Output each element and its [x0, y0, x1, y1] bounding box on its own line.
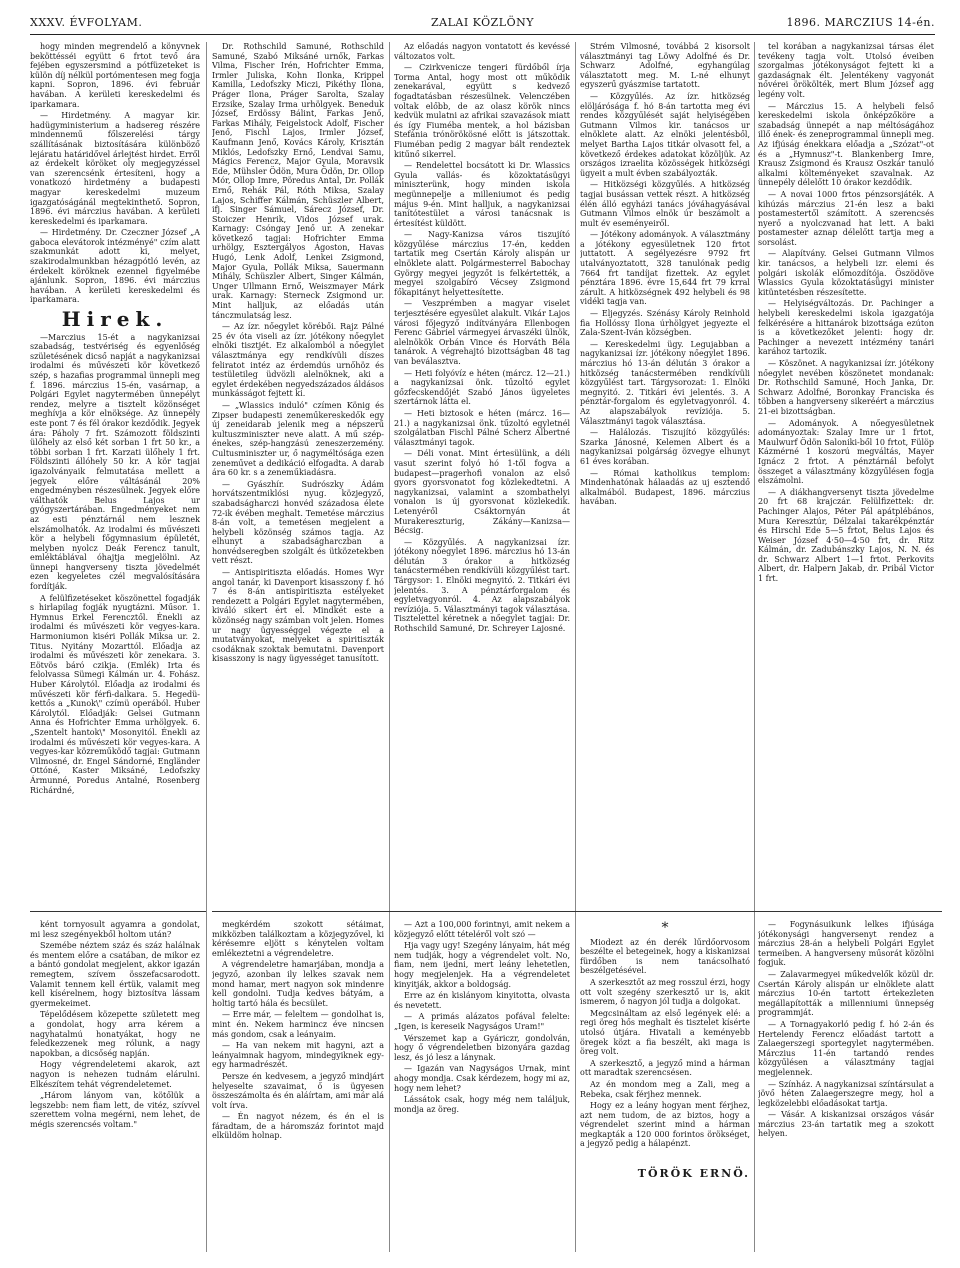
article-paragraph: — Eljegyzés. Szénásy Károly Reinhold fia Hollóssy Ilona úrhölgyet jegyezte el Zala-Szent-Iván községben.: [580, 309, 750, 338]
article-paragraph: — Közgyűlés. Az ízr. hitközség elöljárósága f. hó 8-án tartotta meg évi rendes közgyűlését saját helyiségében Gutmann Vilmos kir. tanácsos ur elnöklete alatt. Az elnöki jelentésből, melyet Bartha Lajos titkár olvasott fel, a következő érdekes adatokat közöljük. Az országos izraelita közösségek hitközségi ügyeit a mult évben szabályozták.: [580, 91, 750, 178]
article-paragraph: — Heti biztosok e héten (márcz. 16—21.) a nagykanizsai önk. tűzoltó egyletnél szolgálatban Fischl Pálné Scherz Albertné választmányi tagok.: [394, 408, 570, 447]
masthead: [30, 14, 935, 35]
section-heading-hirek: Hirek.: [61, 307, 169, 332]
feuilleton-paragraph: — Én nagyot nézem, és én el is fáradtam, de a háromszáz forintot majd elküldöm holnap.: [212, 1112, 384, 1141]
article-paragraph: —Marczius 15-ét a nagykanizsai szabadság, testvériség és egyenlőség születésének dicső napját a nagykanizsai irodalmi és művészeti kör következő szép, s hazafias programmal ünnepli meg f. 1896. márczius 15-én, vasárnap, a Polgári Egylet nagytermében ünnepélyt rendez, melyre a tisztelt közönséget meghívja a kör elnöksége. Az ünnepély este pont 7 és fél órakor kezdődik. Jegyek ára: Páholy 7 frt. Számozott földszinti ülőhely az első két sorban 1 frt 50 kr., a többi sorban 1 frt. Karzati ülőhely 1 frt. Földszinti állóhely 50 kr. A kör tagjai igazolványaik felmutatása mellett a jegyek előre váltásánál 20% engedményben részesülnek. Jegyek előre válthatók Belus Lajos ur gyógyszertárában. Engedményeket nem az esti pénztárnál nem lesznek elszámolhatók. Az irodalmi és művészeti kör a helybeli főgymnasium épületét, melyben nyolcz Deák Ferencz tanult, emléktáblával óhajtja megjelölni. Az ünnepi hangverseny tiszta jövedelmét ezen kegyeletes czél megvalósítására fordítják.: [30, 332, 200, 592]
column-4: [580, 42, 750, 907]
feuilleton-paragraph: Lássátok csak, hogy még nem találjuk, mondja az öreg.: [394, 1095, 570, 1114]
article-paragraph: Az előadás nagyon vontatott és kevéssé változatos volt.: [394, 42, 570, 61]
feuilleton-paragraph: Megcsináltam az első legények elé: a regi öreg hős meghalt és tisztelet kísérte utolsó útjára. Hivatali a keményebb öregek közt a fia beszélt, aki maga is öreg volt.: [580, 1008, 750, 1057]
article-paragraph: — Nagy-Kanizsa város tiszujító közgyűlése márczius 17-én, kedden tartatik meg Csertán Károly alispán ur elnöklete alatt. Polgármesterrel Babochay György megyei jegyzőt is felkértették, a megyei szolgabíró Vécsey Zsigmond főkapitányt helyettesítette.: [394, 230, 570, 297]
column-5: [758, 42, 934, 907]
article-paragraph: — Heti folyóvíz e héten (márcz. 12—21.) a nagykanizsai önk. tűzoltó egylet gőzfecskendőjét Szabó János ügyeletes szertárnok látta el.: [394, 368, 570, 407]
feuilleton-paragraph: Persze én kedvesem, a jegyző mindjárt helyeselte szavaimat, ő is ügyesen összeszámolta és én aláírtam, ami már alá volt írva.: [212, 1071, 384, 1110]
article-paragraph: — Hirdetmény. Dr. Czeczner József „A gaboca elevátorok intézményé" czím alatt szakmunkát adott ki, melyet, szakirodalmunkban hézagpótló levén, az érdekelt köröknek ezennel figyelmébe ajánlunk. Sopron, 1896. évi márczius havában. A kerületi kereskedelmi és iparkamara.: [30, 228, 200, 305]
article-paragraph: — Helyiségváltozás. Dr. Pachinger a helybeli kereskedelmi iskola igazgatója felkérésére a hittanárok bizottsága ezúton is a következőket jelenti: hogy dr. Pachinger a nevezett intézmény tanári karához tartozik.: [758, 299, 934, 357]
feuilleton-paragraph: Erre az én kislányom kinyitotta, olvasta és nevetett.: [394, 991, 570, 1010]
article-paragraph: — Czirkvenicze tengeri fürdőből írja Torma Antal, hogy most ott működik zenekarával, együtt s kedvező fogadtatásban részesülnek. Velenczében voltak előbb, de az olasz körök nincs kedvük mulatni az afrikai szavazások miatt és így Fiuméba mentek, a hol bázisban Stefánia trónörökösné előtt is játszottak. Fiuméban pedig 2 magyar bált rendeztek kitűnő sikerrel.: [394, 63, 570, 159]
feuilleton-paragraph: Miodezt az én derék lűrdőorvosom beszélte el betegeinek, hogy a kiskanizsai fürdőben is nem tanácsolható beszélgetésével.: [580, 937, 750, 976]
article-paragraph: — A Tornagyakorló pedig f. hó 2-án és Hertelendy Ferencz előadást tartott a Zalaegerszegi sportegylet nagytermében. Márczius 11-én tartandó rendes közgyűlésen a választmány tagjai megjelennek.: [758, 1019, 934, 1077]
feuilleton-paragraph: Hogy végrendeletemi akarok, azt nagyon is nehezen tudnám elárulni. Elkészítem tehát végrendeletemet.: [30, 1060, 200, 1089]
feuilleton-paragraph: — Erre már, — feleltem — gondolhat is, mint én. Nekem harmincz éve nincsen más gondom, csak a leányaim.: [212, 1010, 384, 1039]
feuilleton-column-4: [580, 920, 750, 1255]
feuilleton-column-1: [30, 920, 200, 1255]
feuilleton-column-3: [394, 920, 570, 1255]
article-paragraph: — „Wlassics induló" czímen König és Zipser budapesti zeneműkereskedők egy új zeneidarab jelenik meg a népszerű kultuszminiszter neve alatt. A mű szép-énekes, szép-hangzású zeneszerzemény. Cultusminiszter ur, ő nagyméltósága ezen zeneművet a dedikáció elfogadta. A darab ára 60 kr. s a zeneműkiadásra.: [212, 400, 384, 478]
article-paragraph: — Római katholikus templom: Mindenhatónak hálaadás az uj esztendő alkalmából. Budapest, 1896. márczius havában.: [580, 468, 750, 507]
article-paragraph: — Hitközségi közgyűlés. A hitközség tagjai busássan vettek részt. A hitközség élén álló egyházi tanács jóváhagyásával Gutmann Vilmos elnök úr beszámolt a mult év eseményeiről.: [580, 180, 750, 228]
feuilleton-paragraph: Hogy ez a leány hogyan ment férjhez, azt nem tudom, de az biztos, hogy a végrendelet szerint mind a hárman megkapták a 120 000 forintos örökséget, a jegyző pedig a hálapénzt.: [580, 1101, 750, 1149]
column-1: [30, 42, 200, 907]
column-rule: [754, 42, 755, 1252]
article-paragraph: Dr. Rothschild Samuné, Rothschild Samuné, Szabó Miksáné urnők, Farkas Vilma, Fischer Irén, Hofrichter Emma, Irmler Juliska, Kohn Ilonka, Krippel Kamilla, Ledofszky Miczi, Pikéthy Ilona, Práger Ilona, Práger Sarolta, Szalay Erzsike, Szalay Irma urhölgyek. Beneduk József, Erdössy Bálint, Farkas Jenő, Farkas Mihály, Feigelstock Adolf, Fischer Jenő, Fischl Lajos, Irmler József, Kaufmann Jenő, Kovács Károly, Krisztán Miklós, Ledofszky Ernő, Lendvai Samu, Mágics Ferencz, Major Gyula, Moravsik Ede, Mühsler Ödön, Mura Ödön, Dr. Ollop Mór, Ollop Imre, Pöredus Antal, Dr. Pollák Ernő, Rehák Pál, Róth Miksa, Szalay Lajos, Schiffer Kálmán, Schüszler Albert, ifj. Singer Sámuel, Sárecz József, Dr. Stoiczer Henrik, Vidos József urak. Karnagy: Csóngay Jenő ur. A zenekar következő tagjai: Hofrichter Emma urhölgy, Esztergályos Ágoston, Havas Hugó, Lenk Adolf, Lenkei Zsigmond, Major Gyula, Pollák Miksa, Sauermann Mihály, Schüszler Albert, Singer Kálmán, Unger Ullmann Ernő, Weiszmayer Márk urak. Karnagy: Sterneck Zsigmond ur. Mint halljuk, az előadás után tánczmulatság lesz.: [212, 42, 384, 320]
article-paragraph: — Hirdetmény. A magyar kir. hadügyministerium a hadsereg részére mindennemű főlszerelési tárgy szállításának biztosítására különböző lejáratu határidővel árlejtést hirdet. Erről az érdekelt köröket oly megjegyzéssel van szerencsénk értesíteni, hogy a vonatkozó hirdetmény a budapesti magyar kereskedelmi muzeum igazgatóságánál megtekinthető. Sopron, 1896. évi márczius havában. A kerületi kereskedelmi és iparkamara.: [30, 111, 200, 226]
article-paragraph: — Adományok. A nőegyesületnek adományoztak: Szalay Imre ur 1 frtot, Maulwurf Ödön Saloniki-ből 10 frtot, Fülöp Kázmérné 1 koszorú megváltás, Mayer Ignácz 2 frtot. A pénztárnál befolyt összeget a választmány közgyűlésen fogja elszámolni.: [758, 418, 934, 486]
feuilleton-paragraph: megkérdém szokott sétáimat, mikközben találkoztam a közjegyzővel, ki kérésemre eljött s kénytelen voltam emlékeztetni a végrendeletre.: [212, 920, 384, 958]
article-paragraph: hogy minden megrendelő a könyvnek beköttésséi együtt 6 frtot tevő ára fejében egyszersmind a pótfüzeteket is külön díj nélkül portómentesen meg fogja kapni. Sopron, 1896. évi február havában. A kerületi kereskedelmi és iparkamara.: [30, 42, 200, 109]
article-paragraph: Strém Vilmosné, továbbá 2 kisorsolt választmányi tag Löwy Adolfné és Dr. Schwarz Adolfné, egyhangúlag választatott meg. M. L-né elhunyt egyszerű gyászmise tartatott.: [580, 42, 750, 90]
feuilleton-column-2: [212, 920, 384, 1255]
article-paragraph: — Alapítvány. Gelsei Gutmann Vilmos kir. tanácsos, a helybeli izr. elemi és polgári iskolák előmozdítója. Öszödöve Wlassics Gyula közoktatásügyi minister kitüntetésben részesítette.: [758, 249, 934, 297]
feuilleton-column-5: [758, 920, 934, 1255]
article-paragraph: — A novai 1000 frtos pénzsorsjáték. A kihúzás márczius 21-én lesz a baki postamestertől számított. A szerencsés nyerő a nyolczvanad hat lett. A baki postamester aznap délelőtt tartja meg a sorsolást.: [758, 189, 934, 247]
feuilleton-paragraph: — Igazán van Nagyságos Urnak, mint ahogy mondja. Csak kérdezem, hogy mi az, hogy nem lehet?: [394, 1064, 570, 1093]
article-paragraph: — Kereskedelmi ügy. Legujabban a nagykanizsai ízr. jótékony nőegylet 1896. márczius hó 13-án délután 3 órakor a hitközség tanácstermében rendkívüli közgyűlést tart. Tárgysorozat: 1. Elnöki megnyitó. 2. Titkári évi jelentés. 3. A pénztár-forgalom és egyletvagyonról. 4. Az alapszabályok revíziója. 5. Választmányi tagok választása.: [580, 339, 750, 426]
feuilleton-paragraph: ként tornyosult agyamra a gondolat, mi lesz szegényekből holtom után?: [30, 920, 200, 939]
article-paragraph: — Vásár. A kiskanizsai országos vásár márczius 23-án tartatik meg a szokott helyen.: [758, 1110, 934, 1139]
section-divider: [212, 911, 942, 912]
feuilleton-paragraph: Vérszemet kap a Gyáriczr, gondolván, hogy ő végrendeletben bizonyára gazdag lesz, és jó lesz a lánynak.: [394, 1033, 570, 1062]
feuilleton-paragraph: „Három lányom van, kötőlük a legszebb: nem fiam lett, de vitéz, szívvel szerettem volna megérni, nem lehet, de mégis szerencsés voltam.": [30, 1091, 200, 1129]
article-paragraph: — Déli vonat. Mint értesülünk, a déli vasut szerint folyó hó 1-től fogva a budapest—pragerhofi vonalon az első gyors gyorsvonatot fog közlekedtetni. A nagykanizsai, valamint a szombathelyi vonalon is új gyorsvonat közlekedik. Letenyéről Csáktornyán át Murakereszturig, Zákány—Kanizsa—Bécsig.: [394, 449, 570, 536]
section-divider: [30, 911, 206, 912]
feuilleton-paragraph: Hja vagy ugy! Szegény lányaim, hát még nem tudják, hogy a végrendelet volt. No, fiam, nem ijedni, mert leány lehetetlen, hogy megjelenjek. Ha a végrendeletet kinyitják, akkor a boldogság.: [394, 941, 570, 989]
column-3: [394, 42, 570, 907]
feuilleton-paragraph: Az én mondom meg a Zali, meg a Rebeka, csak férjhez mennek.: [580, 1079, 750, 1099]
article-paragraph: — Halálozás. Tiszujító közgyűlés: Szarka Jánosné, Kelemen Albert és a nagykanizsai polgárság özvegye elhunyt 61 éves korában.: [580, 428, 750, 466]
feuilleton-paragraph: A szerkesztőt az meg rosszul érzi, hogy ott volt szegény szerkesztő ur is, akit ismerem, ő nagyon jól tudja a dolgokat.: [580, 977, 750, 1007]
divider-star-icon: *: [661, 920, 669, 936]
article-paragraph: — Köszönet. A nagykanizsai ízr. jótékony nőegylet nevében köszönetet mondanak: Dr. Rothschild Samuné, Hoch Janka, Dr. Schwarz Adolfné, Boronkay Franciska és többen a hangverseny sikeréért a márczius 21-ei bizottságban.: [758, 359, 934, 416]
column-2: [212, 42, 384, 907]
article-paragraph: — A diákhangversenyt tiszta jövedelme 20 frt 68 krajczár. Felülfizettek: dr. Pachinger Alajos, Péter Pál apátplébános, Mura Keresztúr, Délzalai takarékpénztár és Hirschl Ede 5—5 frtot, Belus Lajos és Weiser József 4·50—4·50 frt, dr. Ritz Kálmán, dr. Zadubánszky Lajos, N. N. és dr. Schwarz Albert 1—1 frtot. Perkovits Albert, dr. Halpern Jakab, dr. Pribál Victor 1 frt.: [758, 487, 934, 584]
author-signature: TÖRÖK ERNÖ.: [637, 1167, 750, 1181]
article-paragraph: — Az ízr. nőegylet körébői. Rajz Pálné 25 év óta viseli az ízr. jótékony nőegylet elnöki tisztjét. Ez alkalomból a nőegylet választmánya egy rendkívüli díszes feliratot intéz az érdemdús urnőhöz és testületileg üdvözli alelnöknek, aki a egylet érdekében negyedszázados áldásos munkásságot fejtett ki.: [212, 322, 384, 399]
article-paragraph: — Gyászhír. Sudrószky Ádám horvátszentmiklósi nyug. közjegyző, szabadságharczi honvéd századosa élete 72-ik évében meghalt. Temetése márczius 8-án volt, a temetésen megjelent a helybeli közönség számos tagja. Az elhunyt a szabadságharczban a honvédseregben szolgált és ütközetekben vett részt.: [212, 479, 384, 566]
article-paragraph: — Zalavarmegyei műkedvelők közül dr. Csertán Károly alispán ur elnöklete alatt márczius 10-én tartott értekezleten megállapították a millenniumi ünnepség programmját.: [758, 969, 934, 1018]
column-rule: [389, 42, 390, 1252]
issue-date: 1896. MARCZIUS 14-én.: [786, 16, 935, 29]
feuilleton-paragraph: A végrendeletre hamarjában, mondja a jegyző, azonban ily lelkes szavak nem mond hamar, mert nagyon sok mindenre kell gondolni. Tudja kedves bátyám, a holtig tartó hála és becsület.: [212, 960, 384, 1008]
article-paragraph: — Jótékony adományok. A választmány a jótékony egyesületnek 120 frtot juttatott. A segélyezésre 9792 frt utalványoztatott, 328 tanulónak pedig 7664 frt tandíjat fizettek. Az egylet pénztára 1896. évre 15,644 frt 79 krral zárult. A hitközségnek 492 helybeli és 98 vidéki tagja van.: [580, 230, 750, 307]
column-rule: [575, 42, 576, 1252]
article-paragraph: — Színház. A nagykanizsai színtársulat a jövő héten Zalaegerszegre megy, hol a legközelebbi előadásokat tartja.: [758, 1079, 934, 1108]
feuilleton-paragraph: Tépelődésem közepette született meg a gondolat, hogy arra kérem a nagyhatalmú honatyákat, hogy ne feledkezzenek meg rólunk, a nagy napokban, a dicsőség napján.: [30, 1010, 200, 1058]
article-paragraph: — Közgyűlés. A nagykanizsai ízr. jótékony nőegylet 1896. márczius hó 13-án délután 3 órakor a hitközség tanácstermében rendkívüli közgyűlést tart. Tárgysor: 1. Elnöki megnyitó. 2. Titkári évi jelentés. 3. A pénztárforgalom és egyletvagyonról. 4. Az alapszabályok revíziója. 5. Választmányi tagok választása. Tisztelettel kéretnek a nőegylet tagjai: Dr. Rothschild Samuné, Dr. Schreyer Lajosné.: [394, 537, 570, 634]
feuilleton-paragraph: — Azt a 100,000 forintnyi, amit nekem a közjegyző előtt tételéről volt szó —: [394, 920, 570, 939]
feuilleton-paragraph: — A primás alázatos pofával felelte: „Igen, is kereseik Nagyságos Uram!": [394, 1012, 570, 1031]
article-paragraph: A felülfizetéseket köszönettel fogadják s hirlapilag fogják nyugtázni. Műsor. 1. Hymnus Erkel Ferencztől. Énekli az irodalmi és művészeti kör vegyes-kara. Harmoniumon kiséri Pollák Miksa ur. 2. Titus. Nyitány Mozarttól. Előadja az irodalmi és művészeti kör zenekara. 3. Eötvös báró czikja. (Emlék) Irta és felolvassa Sümegi Kálmán ur. 4. Fohász. Huber Károlytól. Előadja az irodalmi és művészeti kör férfi-dalkara. 5. Hegedü-kettős a „Kunok\" czímü operából. Huber Károlytól. Előadják: Gelsei Gutmann Anna és Hofrichter Emma urhölgyek. 6. „Szentelt hantok\" Mosonyitól. Énekli az irodalmi és művészeti kör vegyes-kara. A vegyes-kar közreműködő tagjai: Gutmann Vilmosné, dr. Engel Sándorné, Engländer Ottóné, Kaster Miksáné, Ledofszky Ármunné, Poredus Antalné, Rosenberg Richárdné,: [30, 593, 200, 795]
newspaper-title: ZALAI KÖZLÖNY: [431, 16, 534, 29]
article-paragraph: — Fogynásuikunk lelkes ifjúsága jótékonysági hangversenyt rendez a márczius 28-án a helybeli Polgári Egylet termeiben. A hangverseny műsorát közölni fogjuk.: [758, 920, 934, 968]
article-paragraph: — Rendelettel bocsátott ki Dr. Wlassics Gyula vallás- és közoktatásügyi miniszterünk, hogy minden iskola megünnepelje a milleniumot és pedig május 9-én. Mint halljuk, a nagykanizsai tanítótestület a városi tanácsnak is értesítést küldött.: [394, 161, 570, 228]
article-paragraph: — Veszprémben a magyar viselet terjesztésére egyesület alakult. Vikár Lajos városi főjegyző indítványára Ellenbogen Ferenc Gábriel vármegyei árvaszéki ülnök, alelnökök Orbán Vince és Horváth Béla tanárok. A végrehajtó bizottságban 48 tag van beválasztva.: [394, 299, 570, 366]
article-paragraph: — Márczius 15. A helybeli felső kereskedelmi iskola önképzőköre a szabadság ünnepét a nap méltóságához illő ének- és zeneprogrammal ünnepli meg. Az ifjúság énekkara előadja a „Szózat"-ot és a „Hymnusz"-t. Blankenberg Imre, Krausz Zsigmond és Krausz Oszkár tanuló alkalmi költeményeket szavalnak. Az ünnepély délelőtt 10 órakor kezdődik.: [758, 101, 934, 188]
column-rule: [206, 42, 207, 1252]
article-paragraph: tel korában a nagykanizsai társas élet tevékeny tagja volt. Utolsó éveiben szorgalmas jótékonyságot fejtett ki a gazdaságnak élt. Jelentékeny vagyonát nővérei örökölték, mert Blum József agg legény volt.: [758, 42, 934, 99]
article-paragraph: — Antispiritiszta előadás. Homes Wyr angol tanár, ki Davenport kisasszony f. hó 7 és 8-án antispiritiszta estélyeket rendezett a Polgári Egylet nagytermében, kiváló sikert ért el. Mindkét este a közönség nagy számban volt jelen. Homes ur nagy ügyességgel végezte el a mutatványokat, melyeket a spiritiszták csodáknak szoktak bemutatni. Davenport kisasszony is nagy ügyességet tanusított.: [212, 568, 384, 664]
feuilleton-paragraph: A szerkesztő, a jegyző mind a hárman ott maradtak szerencsésen.: [580, 1058, 750, 1078]
feuilleton-paragraph: — Ha van nekem mit hagyni, azt a leányaimnak hagyom, mindegyiknek egy-egy harmadrészét.: [212, 1041, 384, 1070]
volume-label: XXXV. ÉVFOLYAM.: [30, 16, 143, 29]
feuilleton-paragraph: Szemébe néztem száz és száz halálnak és mentem előre a csatában, de mikor ez a bántó gondolat megjelent, akkor igazán remegtem, szívem összefacsarodott. Valamit tennem kell értük, valamit meg kell kísérelnem, hogy biztosítva lássam gyermekeimet.: [30, 941, 200, 1008]
